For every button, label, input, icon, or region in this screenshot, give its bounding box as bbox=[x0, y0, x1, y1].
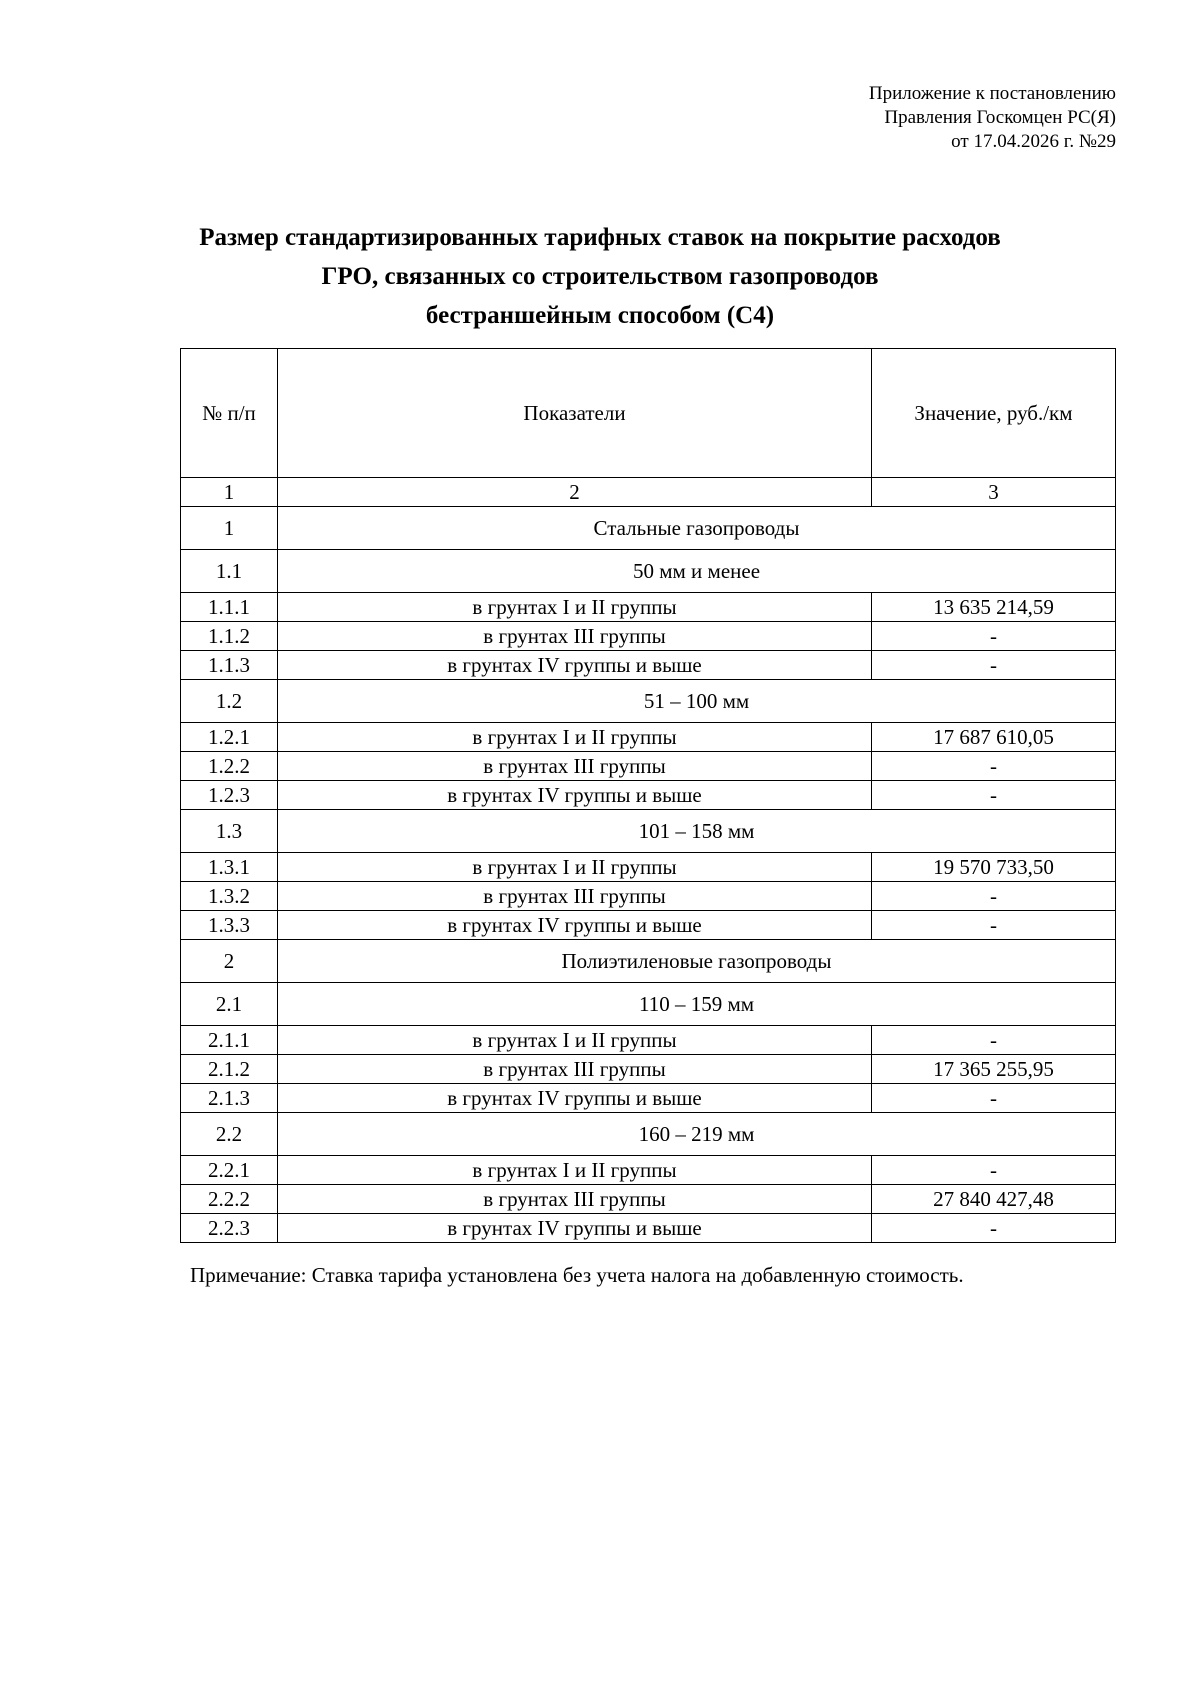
col-number-3: 3 bbox=[872, 478, 1116, 507]
table-row bbox=[181, 752, 1116, 781]
row-label: Полиэтиленовые газопроводы bbox=[278, 940, 1116, 983]
table-row bbox=[181, 810, 1116, 853]
col-header-number: № п/п bbox=[181, 349, 278, 478]
row-label: 110 – 159 мм bbox=[278, 983, 1116, 1026]
row-label: в грунтах I и II группы bbox=[278, 853, 872, 882]
row-number: 1.1.1 bbox=[181, 593, 278, 622]
row-label: 50 мм и менее bbox=[278, 550, 1116, 593]
table-row bbox=[181, 882, 1116, 911]
row-label: в грунтах I и II группы bbox=[278, 593, 872, 622]
row-label: в грунтах III группы bbox=[278, 1055, 872, 1084]
row-number: 2.1.1 bbox=[181, 1026, 278, 1055]
row-number: 1.3.2 bbox=[181, 882, 278, 911]
table-row bbox=[181, 622, 1116, 651]
tariff-table bbox=[180, 348, 1116, 1243]
row-value: - bbox=[872, 622, 1116, 651]
table-row bbox=[181, 940, 1116, 983]
row-value: - bbox=[872, 1084, 1116, 1113]
table-row bbox=[181, 1214, 1116, 1243]
table-row bbox=[181, 1156, 1116, 1185]
row-label: в грунтах III группы bbox=[278, 622, 872, 651]
row-value: - bbox=[872, 752, 1116, 781]
row-number: 1.3.1 bbox=[181, 853, 278, 882]
table-row bbox=[181, 507, 1116, 550]
row-number: 1.2.2 bbox=[181, 752, 278, 781]
row-label: в грунтах IV группы и выше bbox=[278, 651, 872, 680]
row-label: в грунтах I и II группы bbox=[278, 1156, 872, 1185]
row-value: - bbox=[872, 651, 1116, 680]
row-number: 2.2.2 bbox=[181, 1185, 278, 1214]
row-value: 17 687 610,05 bbox=[872, 723, 1116, 752]
attachment-header bbox=[869, 82, 1116, 154]
col-number-1: 1 bbox=[181, 478, 278, 507]
title-line-3: бестраншейным способом (С4) bbox=[425, 302, 775, 329]
row-value: - bbox=[872, 1214, 1116, 1243]
row-number: 1.3 bbox=[181, 810, 278, 853]
row-number: 2.1.3 bbox=[181, 1084, 278, 1113]
row-number: 1.1.3 bbox=[181, 651, 278, 680]
attachment-line-2: Правления Госкомцен РС(Я) bbox=[884, 107, 1116, 128]
row-label: 160 – 219 мм bbox=[278, 1113, 1116, 1156]
row-number: 2.1 bbox=[181, 983, 278, 1026]
row-number: 2.1.2 bbox=[181, 1055, 278, 1084]
document-title bbox=[40, 218, 1160, 335]
col-number-2: 2 bbox=[278, 478, 872, 507]
table-row bbox=[181, 723, 1116, 752]
table-row bbox=[181, 1084, 1116, 1113]
row-label: в грунтах I и II группы bbox=[278, 1026, 872, 1055]
row-number: 1.1 bbox=[181, 550, 278, 593]
title-line-1: Размер стандартизированных тарифных ставок на покрытие расходов bbox=[199, 224, 1001, 251]
row-label: в грунтах IV группы и выше bbox=[278, 1214, 872, 1243]
row-value: 17 365 255,95 bbox=[872, 1055, 1116, 1084]
row-number: 1.1.2 bbox=[181, 622, 278, 651]
table-row bbox=[181, 1113, 1116, 1156]
table-row bbox=[181, 1185, 1116, 1214]
row-value: - bbox=[872, 882, 1116, 911]
table-column-numbers-row bbox=[181, 478, 1116, 507]
row-label: в грунтах III группы bbox=[278, 1185, 872, 1214]
col-header-indicators: Показатели bbox=[278, 349, 872, 478]
table-row bbox=[181, 1055, 1116, 1084]
table-row bbox=[181, 651, 1116, 680]
table-row bbox=[181, 550, 1116, 593]
row-label: в грунтах IV группы и выше bbox=[278, 1084, 872, 1113]
table-row bbox=[181, 680, 1116, 723]
row-label: в грунтах IV группы и выше bbox=[278, 781, 872, 810]
row-number: 2.2.1 bbox=[181, 1156, 278, 1185]
row-label: в грунтах IV группы и выше bbox=[278, 911, 872, 940]
row-number: 2.2.3 bbox=[181, 1214, 278, 1243]
row-number: 1.2.1 bbox=[181, 723, 278, 752]
row-number: 2.2 bbox=[181, 1113, 278, 1156]
attachment-line-1: Приложение к постановлению bbox=[868, 83, 1116, 104]
row-label: в грунтах III группы bbox=[278, 882, 872, 911]
table-row bbox=[181, 983, 1116, 1026]
row-label: в грунтах III группы bbox=[278, 752, 872, 781]
table-row bbox=[181, 853, 1116, 882]
col-header-value: Значение, руб./км bbox=[872, 349, 1116, 478]
attachment-line-3: от 17.04.2026 г. №29 bbox=[951, 131, 1116, 152]
row-value: - bbox=[872, 911, 1116, 940]
row-value: - bbox=[872, 781, 1116, 810]
table-row bbox=[181, 911, 1116, 940]
row-number: 2 bbox=[181, 940, 278, 983]
row-number: 1 bbox=[181, 507, 278, 550]
row-value: 13 635 214,59 bbox=[872, 593, 1116, 622]
table-row bbox=[181, 781, 1116, 810]
title-line-2: ГРО, связанных со строительством газопроводов bbox=[321, 263, 879, 290]
table-header-row bbox=[181, 349, 1116, 478]
footnote: Примечание: Ставка тарифа установлена без учета налога на добавленную стоимость. bbox=[190, 1263, 964, 1287]
row-label: в грунтах I и II группы bbox=[278, 723, 872, 752]
row-value: 27 840 427,48 bbox=[872, 1185, 1116, 1214]
row-value: - bbox=[872, 1156, 1116, 1185]
table-row bbox=[181, 593, 1116, 622]
row-label: Стальные газопроводы bbox=[278, 507, 1116, 550]
row-value: 19 570 733,50 bbox=[872, 853, 1116, 882]
row-number: 1.2 bbox=[181, 680, 278, 723]
row-value: - bbox=[872, 1026, 1116, 1055]
row-number: 1.3.3 bbox=[181, 911, 278, 940]
row-label: 101 – 158 мм bbox=[278, 810, 1116, 853]
row-number: 1.2.3 bbox=[181, 781, 278, 810]
row-label: 51 – 100 мм bbox=[278, 680, 1116, 723]
table-row bbox=[181, 1026, 1116, 1055]
